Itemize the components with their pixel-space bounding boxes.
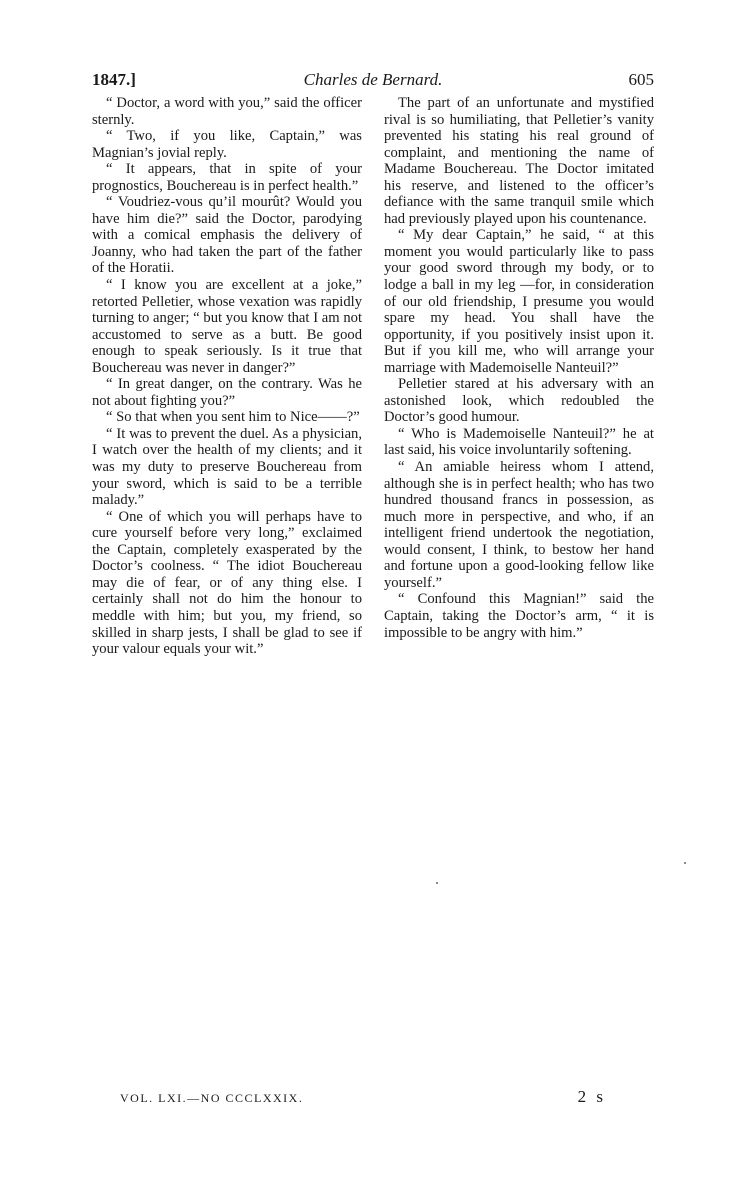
paragraph: “ It was to prevent the duel. As a physician, I watch over the health of my clients; and it was my duty to preserve Bouchereau from your sword, which is said to be a terrible malady.” xyxy=(92,425,362,509)
left-column xyxy=(92,95,362,658)
paragraph: “ In great danger, on the contrary. Was he not about fighting you?” xyxy=(92,376,362,409)
paragraph: “ Confound this Magnian!” said the Captain, taking the Doctor’s arm, “ it is impossible to be angry with him.” xyxy=(384,591,654,641)
page-number: 605 xyxy=(628,70,654,89)
signature-mark: 2 s xyxy=(577,1087,606,1106)
volume-line: VOL. LXI.—NO CCCLXXIX. xyxy=(120,1091,304,1105)
page-footer xyxy=(120,1087,606,1109)
paragraph: “ Voudriez-vous qu’il mourût? Would you have him die?” said the Doctor, parodying with a comical emphasis the delivery of Joanny, who had taken the part of the father of the Horatii. xyxy=(92,194,362,277)
paragraph: “ One of which you will perhaps have to cure yourself before very long,” exclaimed the Captain, completely exasperated by the Doctor’s coolness. “ The idiot Bouchereau may die of fear, or of any thing else. I certainly shall not do him the honour to meddle with him; but you, my friend, so skilled in sharp jests, I shall be glad to see if your valour equals your wit.” xyxy=(92,508,362,658)
running-header xyxy=(92,70,654,94)
paragraph: “ Doctor, a word with you,” said the officer sternly. xyxy=(92,95,362,128)
paragraph: “ Two, if you like, Captain,” was Magnian’s jovial reply. xyxy=(92,128,362,161)
paragraph: “ It appears, that in spite of your prognostics, Bouchereau is in perfect health.” xyxy=(92,161,362,194)
paragraph: The part of an unfortunate and mystified rival is so humiliating, that Pelletier’s vanity prevented his stating his real ground of complaint, and mentioning the name of Madame Bouchereau. The Doctor imitated his reserve, and listened to the officer’s defiance with the same tranquil smile which had previously played upon his countenance. xyxy=(384,95,654,227)
paragraph: “ Who is Mademoiselle Nanteuil?” he at last said, his voice involuntarily softening. xyxy=(384,425,654,459)
running-title: Charles de Bernard. xyxy=(303,70,443,89)
right-column xyxy=(384,95,654,641)
paragraph: “ So that when you sent him to Nice——?” xyxy=(106,409,360,426)
header-year: 1847.] xyxy=(92,70,136,89)
paragraph: “ I know you are excellent at a joke,” retorted Pelletier, whose vexation was rapidly turning to anger; “ but you know that I am not accustomed to serve as a butt. Be good enough to speak seriously. Is it true that Bouchereau was never in danger?” xyxy=(92,277,362,376)
paragraph: “ My dear Captain,” he said, “ at this moment you would particularly like to pass your good sword through my body, or to lodge a ball in my leg —for, in consideration of our old friendship, I presume you would spare my head. You shall have the opportunity, if you positively insist upon it. But if you kill me, who will arrange your marriage with Mademoiselle Nanteuil?” xyxy=(384,227,654,376)
stray-mark xyxy=(684,862,686,864)
paragraph: “ An amiable heiress whom I attend, although she is in perfect health; who has two hundred thousand francs in possession, as much more in perspective, and who, if an intelligent friend undertook the negotiation, would consent, I think, to bestow her hand and fortune upon a good-looking fellow like yourself.” xyxy=(384,459,654,591)
paragraph: Pelletier stared at his adversary with an astonished look, which redoubled the Doctor’s good humour. xyxy=(384,376,654,426)
stray-mark xyxy=(436,882,438,884)
